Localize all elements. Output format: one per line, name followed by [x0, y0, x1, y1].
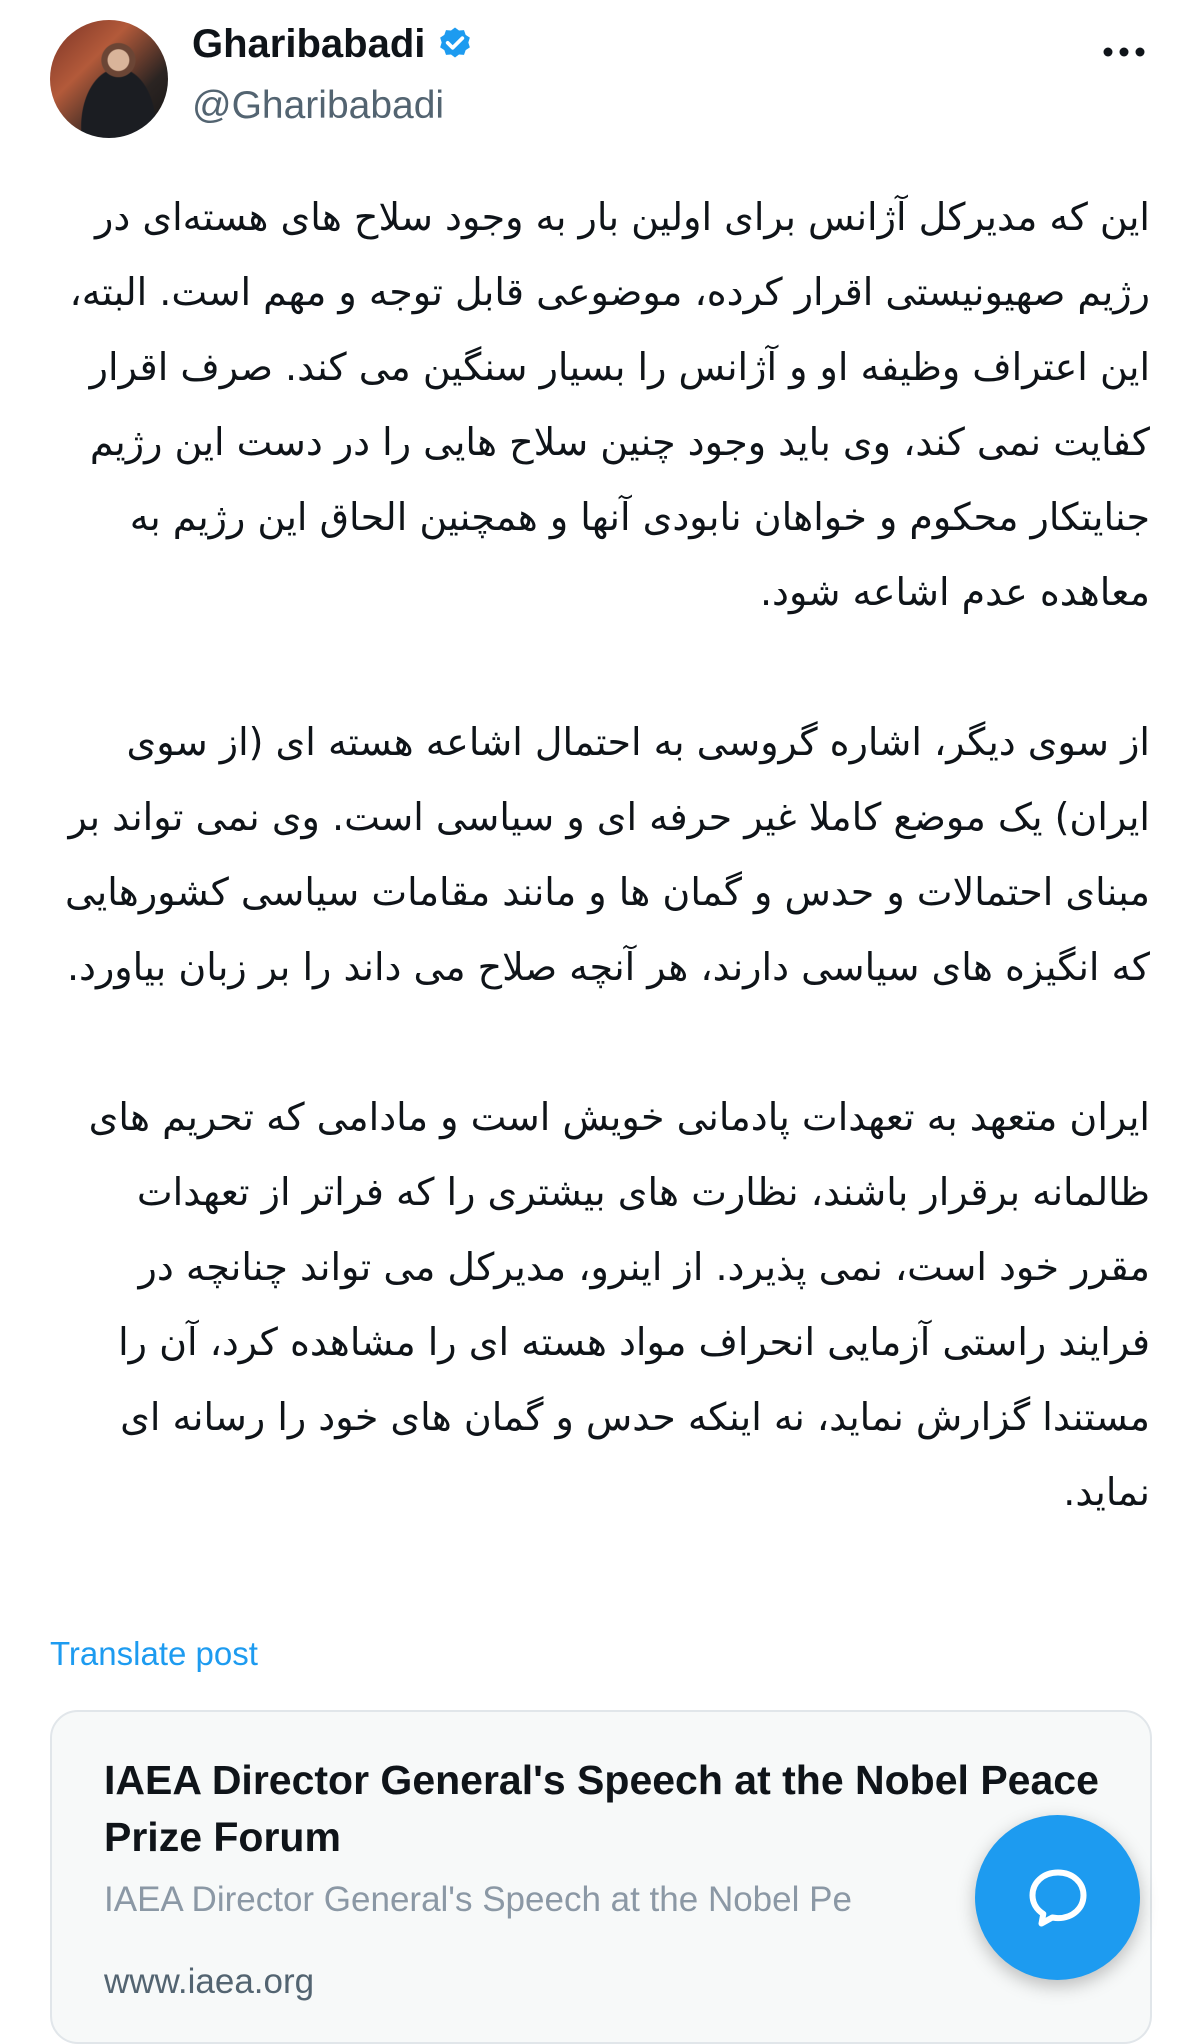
verified-badge-icon	[435, 25, 475, 65]
post-paragraph-1: این که مدیرکل آژانس برای اولین بار به وجود سلاح های هسته‌ای در رژیم صهیونیستی اقرار کرده، موضوعی قابل توجه و مهم است. البته، این اعتراف وظیفه او و آژانس را بسیار سنگین می کند. صرف اقرار کفایت نمی کند، وی باید وجود چنین سلاح هایی را در دست این رژیم جنایتکار محکوم و خواهان نابودی آنها و همچنین الحاق این رژیم به معاهده عدم اشاعه شود.	[69, 195, 1150, 614]
link-card-title: IAEA Director General's Speech at the Nobel Peace Prize Forum	[104, 1757, 1099, 1860]
link-card-domain: www.iaea.org	[104, 1962, 315, 2001]
author-handle[interactable]: @Gharibabadi	[192, 84, 445, 127]
avatar[interactable]	[50, 20, 168, 138]
translate-post-link[interactable]: Translate post	[50, 1635, 258, 1672]
more-options-icon[interactable]	[1100, 38, 1148, 66]
post-text	[50, 180, 1150, 1530]
author-display-name[interactable]: Gharibabadi	[192, 22, 426, 66]
compose-message-icon	[1022, 1862, 1094, 1934]
link-card-description: IAEA Director General's Speech at the Nobel Pe	[104, 1880, 852, 1919]
author-name-row	[192, 22, 475, 67]
post-paragraph-3: ایران متعهد به تعهدات پادمانی خویش است و مادامی که تحریم های ظالمانه برقرار باشند، نظارت های بیشتری را که فراتر از تعهدات مقرر خود است، نمی پذیرد. از اینرو، مدیرکل می تواند چنانچه در فرایند راستی آزمایی انحراف مواد هسته ای را مشاهده کرد، آن را مستندا گزارش نماید، نه اینکه حدس و گمان های خود را رسانه ای نماید.	[88, 1095, 1150, 1514]
post-paragraph-2: از سوی دیگر، اشاره گروسی به احتمال اشاعه هسته ای (از سوی ایران) یک موضع کاملا غیر حرفه ای و سیاسی است. وی نمی تواند بر مبنای احتمالات و حدس و گمان ها و مانند مقامات سیاسی کشورهایی که انگیزه های سیاسی دارند، هر آنچه صلاح می داند را بر زبان بیاورد.	[64, 720, 1150, 989]
compose-message-button[interactable]	[975, 1815, 1140, 1980]
post-header	[0, 0, 1200, 150]
